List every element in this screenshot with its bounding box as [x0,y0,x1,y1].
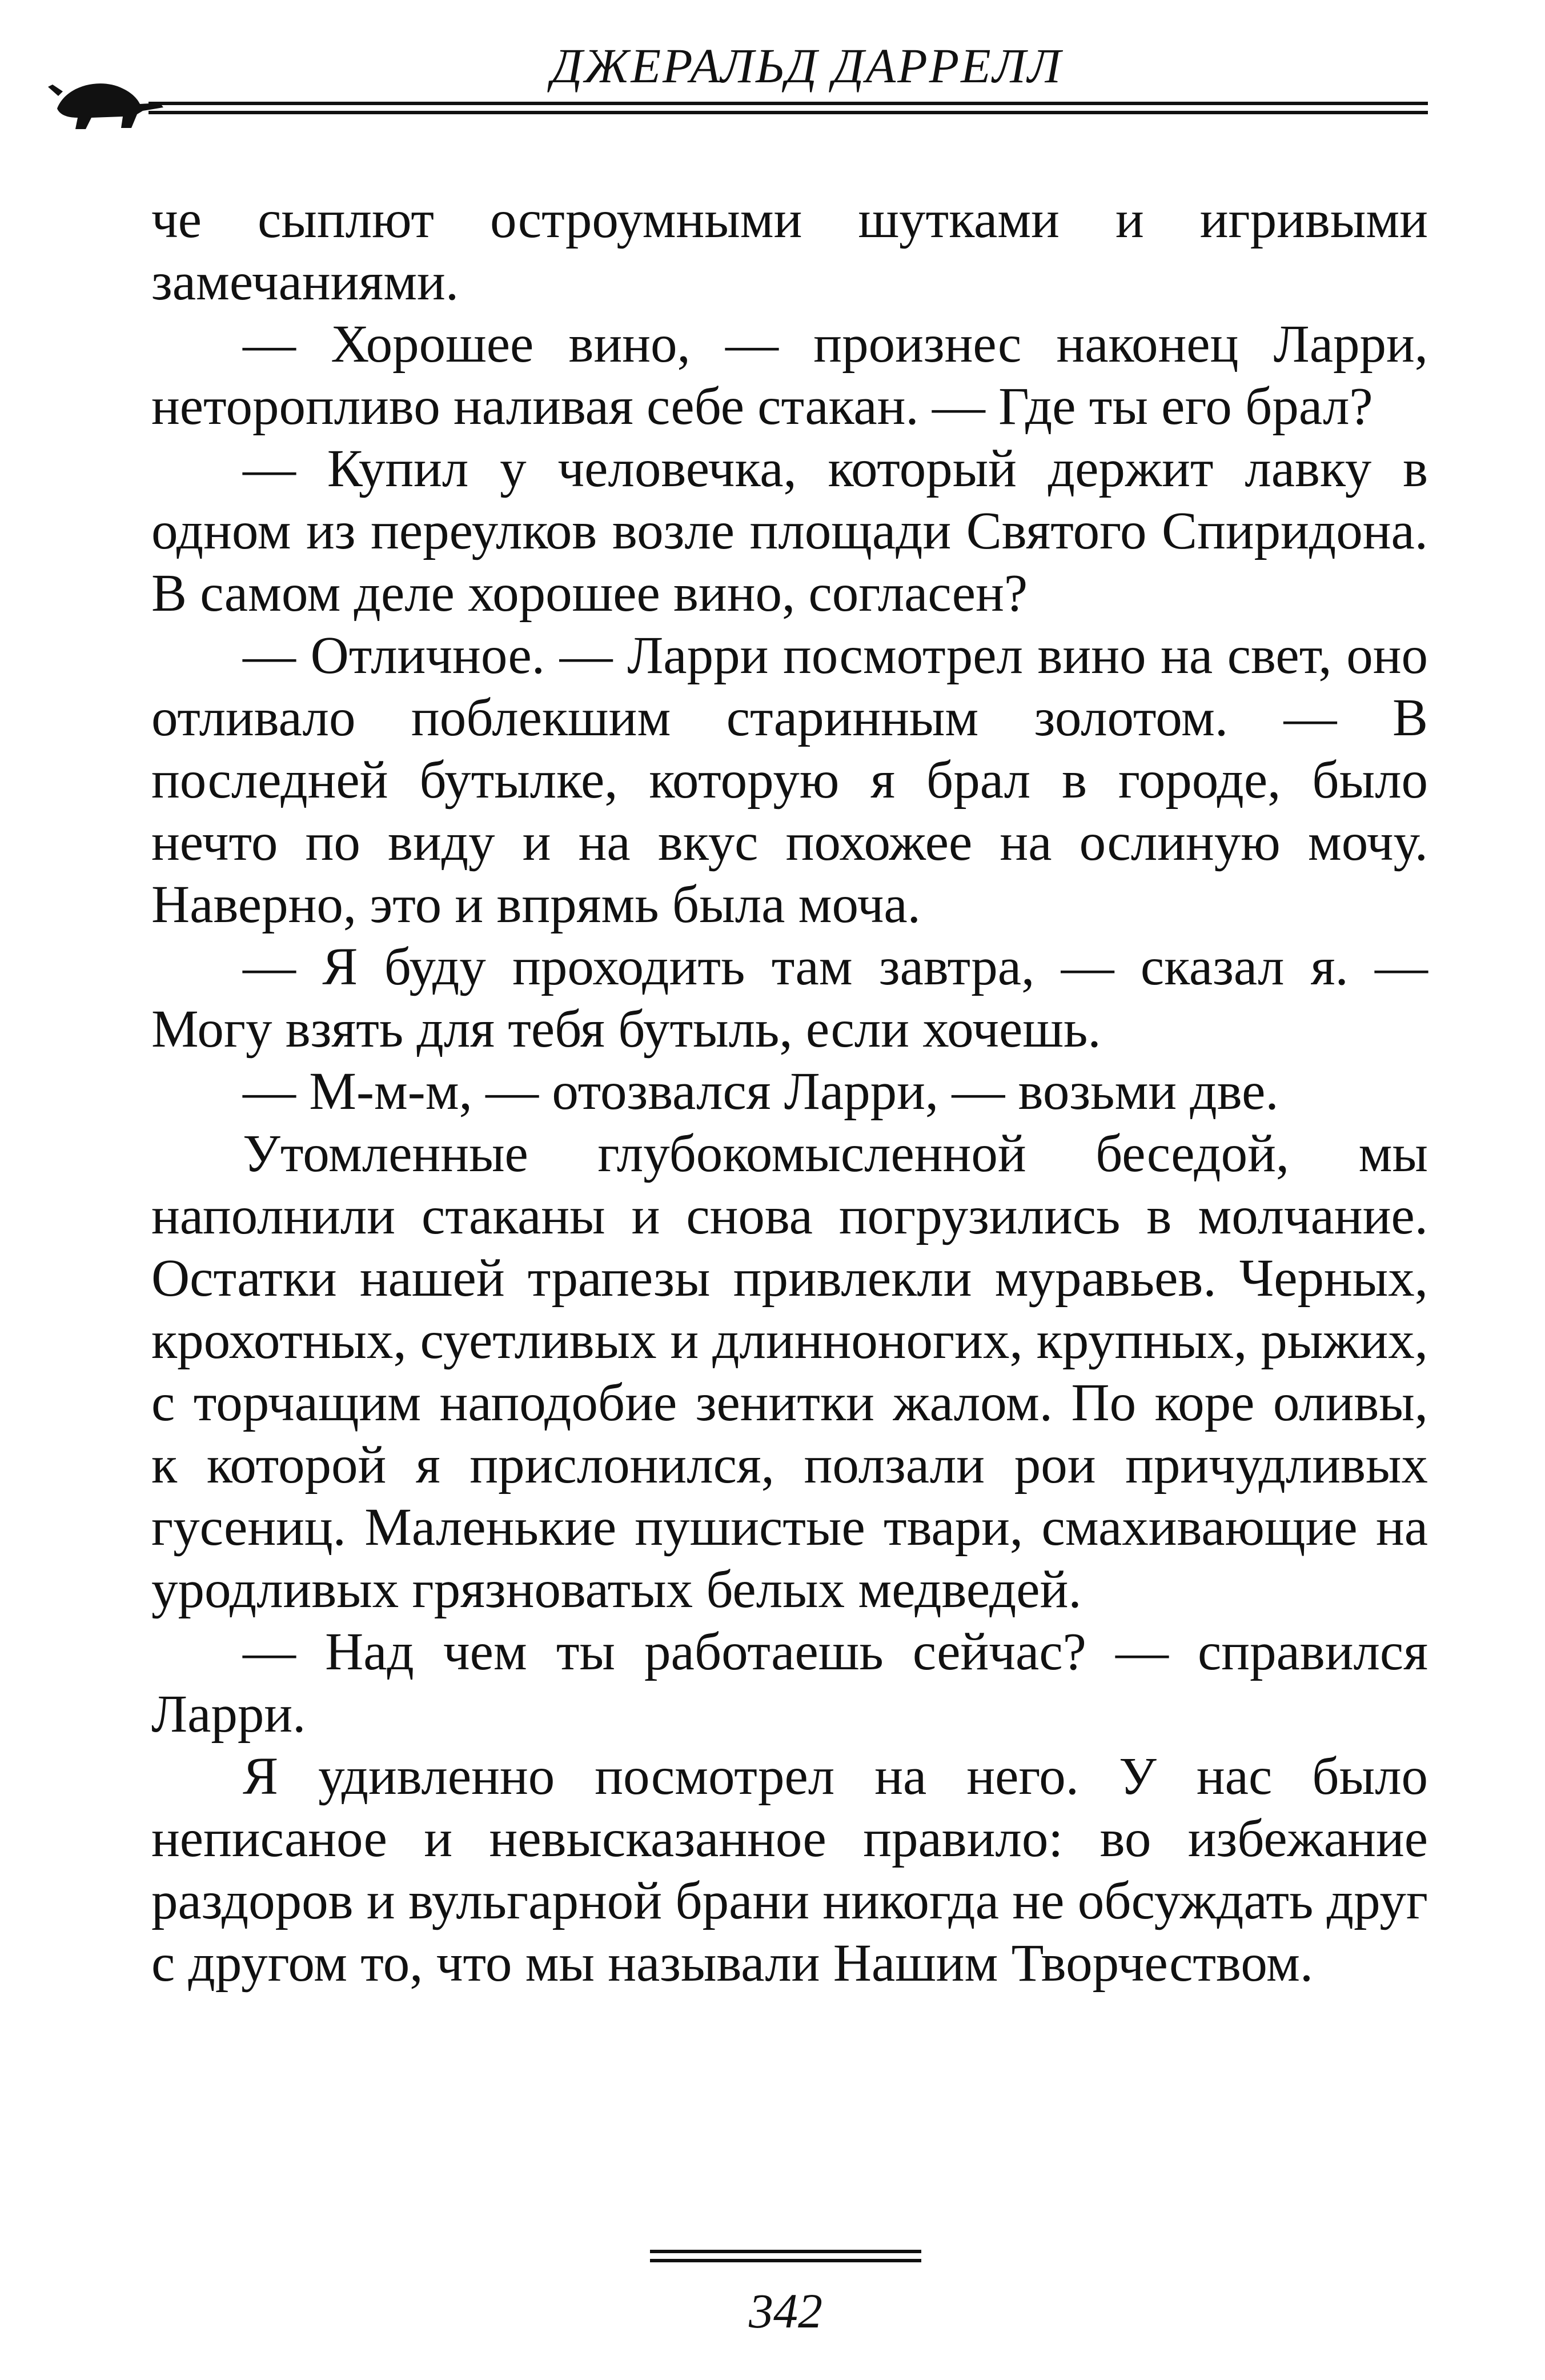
body-text [151,189,1428,1994]
paragraph: — Купил у человечка, который держит лавку в одном из переулков возле площади Святого Спиридона. В самом деле хорошее вино, согласен? [151,439,1428,623]
page-number: 342 [749,2283,822,2338]
footer-rule [650,2250,921,2253]
paragraph: — Отличное. — Ларри посмотрел вино на свет, оно отливало поблекшим старинным золотом. — В последней бутылке, которую я брал в городе, было нечто по виду и на вкус похожее на ослиную мочу. Наверно, это и впрямь была моча. [151,626,1428,934]
header-rule [149,111,1428,114]
page-header [34,34,1428,120]
paragraph: — Над чем ты работаешь сейчас? — справился Ларри. [151,1622,1428,1744]
paragraph: Утомленные глубокомысленной беседой, мы наполнили стаканы и снова погрузились в молчание. Остатки нашей трапезы привлекли муравьев. Черных, крохотных, суетливых и длинноногих, крупных, рыжих, с торчащим наподобие зенитки жалом. По коре оливы, к которой я прислонился, ползали рои причудливых гусениц. Маленькие пушистые твари, смахивающие на уродливых грязноватых белых медведей. [151,1124,1428,1619]
paragraph: че сыплют остроумными шутками и игривыми замечаниями. [151,190,1428,311]
paragraph: — М-м-м, — отозвался Ларри, — возьми две. [243,1062,1279,1121]
paragraph: Я удивленно посмотрел на него. У нас было неписаное и невысказанное правило: во избежание раздоров и вульгарной брани никогда не обсуждать друг с другом то, что мы называли Нашим Творчеством. [151,1747,1428,1993]
header-rule [149,102,1428,105]
paragraph: — Хорошее вино, — произнес наконец Ларри, неторопливо наливая себе стакан. — Где ты его брал? [151,315,1428,436]
paragraph: — Я буду проходить там завтра, — сказал я. — Могу взять для тебя бутыль, если хочешь. [151,937,1428,1059]
running-title: ДЖЕРАЛЬД ДАРРЕЛЛ [551,38,1063,93]
footer-rule [650,2259,921,2262]
turtle-icon [46,69,166,131]
